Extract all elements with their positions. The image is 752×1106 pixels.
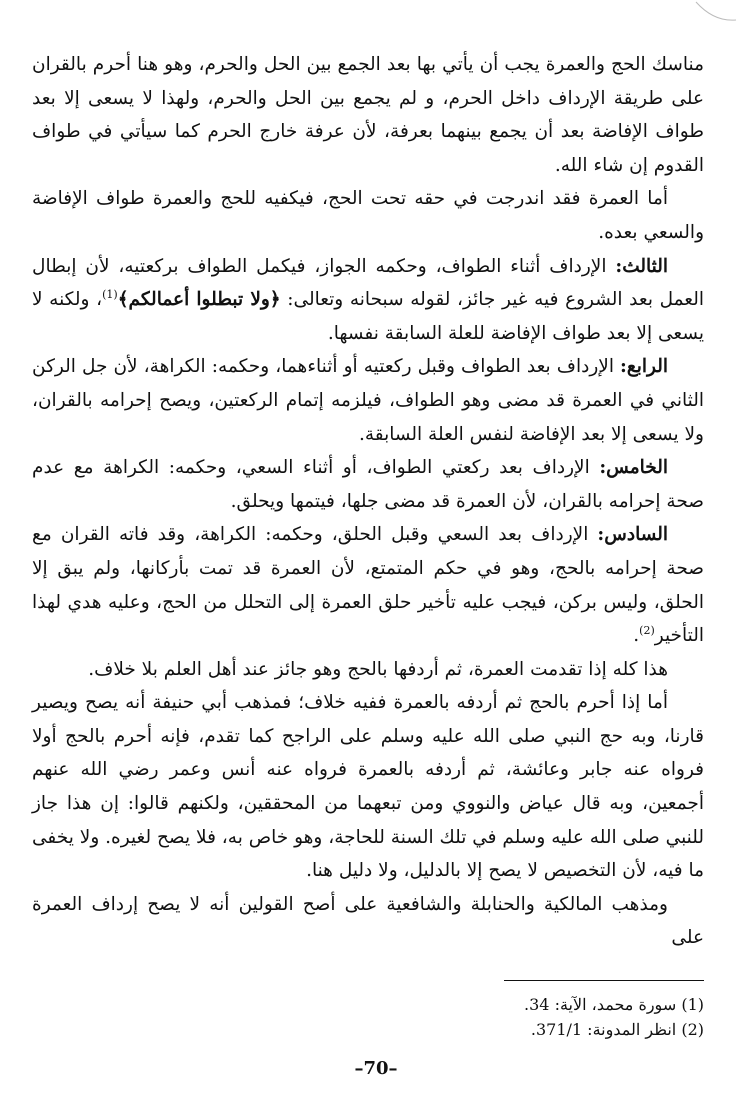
paragraph-fourth-text: الإرداف بعد الطواف وقبل ركعتيه أو أثناءهما، وحكمه: الكراهة، لأن جل الركن الثاني في العمرة قد مضى وهو الطواف، فيلزمه إتمام الركعتين، ويصح إحرامه بالقران، ولا يسعى إلا بعد الإفاضة لنفس العلة السابقة. — [32, 356, 704, 445]
paragraph-2: أما العمرة فقد اندرجت في حقه تحت الحج، فيكفيه للحج والعمرة طواف الإفاضة والسعي بعده. — [32, 188, 704, 243]
paragraph-9: ومذهب المالكية والحنابلة والشافعية على أصح القولين أنه لا يصح إرداف العمرة على — [32, 893, 704, 949]
section-label-sixth: السادس: — [597, 524, 668, 546]
paragraph-sixth — [32, 518, 704, 652]
section-label-third: الثالث: — [615, 255, 668, 277]
page-corner-curl — [694, 0, 738, 22]
section-label-fourth: الرابع: — [620, 356, 668, 378]
quran-verse: ﴿ولا تبطلوا أعمالكم﴾ — [117, 289, 281, 311]
paragraph-sixth-text-b: . — [633, 625, 640, 647]
footnote-ref-2[interactable]: (2) — [639, 623, 655, 637]
paragraph-8: أما إذا أحرم بالحج ثم أردفه بالعمرة ففيه خلاف؛ فمذهب أبي حنيفة أنه يصح ويصير قارنا، وبه حج النبي صلى الله عليه وسلم على الراجح كما تقدم، فإنه أحرم بالحج أولا فرواه عنه جابر وعائشة، ثم أردفه بالعمرة فرواه عنه أنس وعمر رضي الله عنهم أجمعين، وبه قال عياض والنووي ومن تبعهما من المحققين، ولكنهم قالوا: إن هذا جاز للنبي صلى الله عليه وسلم في تلك السنة للحاجة، وهو خاص به، فلا يصح لغيره. ولا يخفى ما فيه، لأن التخصيص لا يصح إلا بالدليل، ولا دليل هنا. — [32, 692, 704, 882]
paragraph-third-text-b: ، ولكنه لا يسعى إلا بعد طواف الإفاضة للعلة السابقة نفسها. — [32, 289, 704, 344]
footnote-separator — [504, 980, 704, 981]
paragraph-sixth-text-a: الإرداف بعد السعي وقبل الحلق، وحكمه: الكراهة، وقد فاته القران مع صحة إحرامه بالحج، وهو في حكم المتمتع، لأن العمرة قد تمت بأركانها، ولم يبق إلا الحلق، وليس بركن، فيجب عليه تأخير حلق العمرة إلى التحلل من الحج، وعليه هدي لهذا التأخير — [32, 524, 704, 647]
main-text — [32, 48, 704, 955]
paragraph-fourth — [32, 350, 704, 451]
footnote-1: (1) سورة محمد، الآية: 34. — [524, 995, 704, 1014]
paragraph-third-text-a: الإرداف أثناء الطواف، وحكمه الجواز، فيكمل الطواف بركعتيه، لأن إبطال العمل بعد الشروع فيه غير جائز، لقوله سبحانه وتعالى: — [32, 255, 705, 311]
footnote-ref-1[interactable]: (1) — [102, 288, 118, 301]
paragraph-1: مناسك الحج والعمرة يجب أن يأتي بها بعد الجمع بين الحل والحرم، وهو هنا أحرم بالقران على طريقة الإرداف داخل الحرم، و لم يجمع بين الحل والحرم، ولهذا لا يسعى إلا بعد طواف الإفاضة بعد أن يجمع بينهما بعرفة، لأن عرفة خارج الحرم كما سيأتي في طواف القدوم إن شاء الله. — [32, 54, 704, 176]
footnotes — [32, 992, 704, 1042]
paragraph-fifth — [32, 451, 704, 518]
section-label-fifth: الخامس: — [599, 457, 668, 479]
paragraph-7: هذا كله إذا تقدمت العمرة، ثم أردفها بالحج وهو جائز عند أهل العلم بلا خلاف. — [88, 658, 668, 680]
page-number: –70– — [354, 1058, 398, 1079]
paragraph-third — [32, 250, 704, 351]
paragraph-fifth-text: الإرداف بعد ركعتي الطواف، أو أثناء السعي، وحكمه: الكراهة مع عدم صحة إحرامه بالقران، لأن العمرة قد مضى جلها، فيتمها ويحلق. — [32, 457, 704, 512]
footnote-2: (2) انظر المدونة: 371/1. — [530, 1020, 704, 1039]
